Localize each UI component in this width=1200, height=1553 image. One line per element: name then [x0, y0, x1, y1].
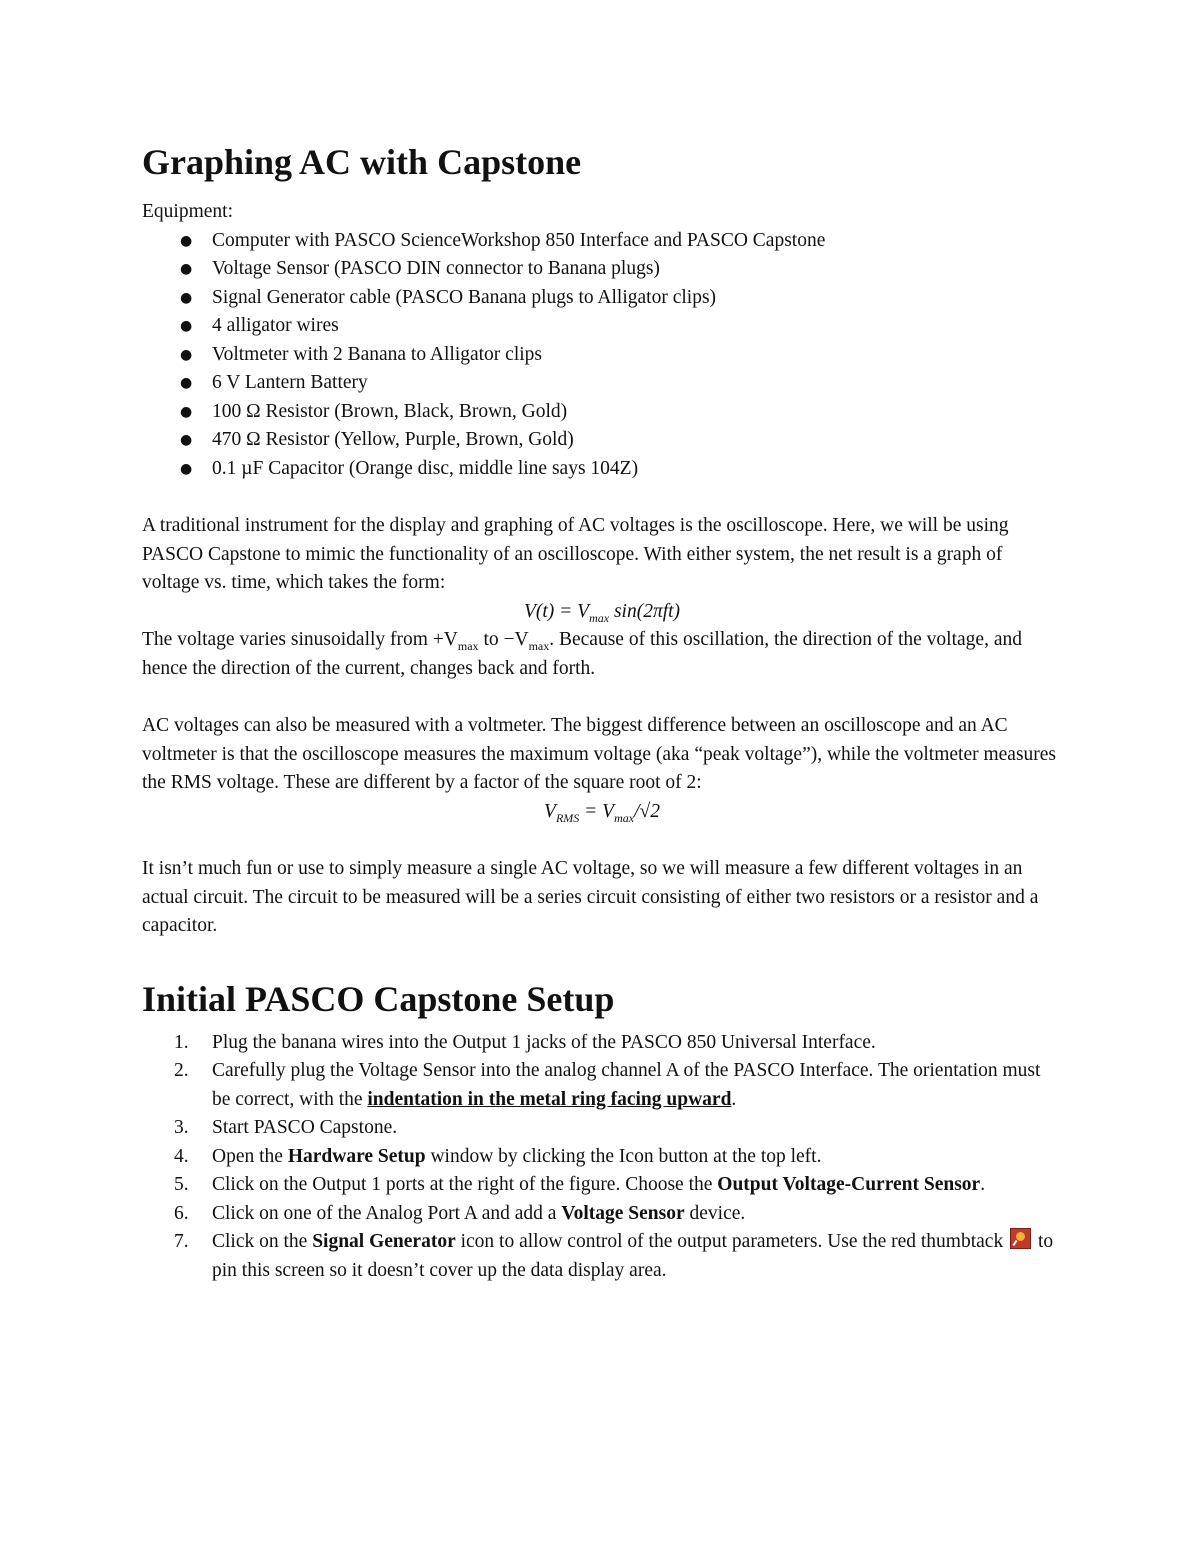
list-item: ● Voltmeter with 2 Banana to Alligator clips: [142, 341, 1062, 370]
list-item: ● Voltage Sensor (PASCO DIN connector to Banana plugs): [142, 255, 1062, 284]
setup-steps-list: [142, 1029, 1062, 1286]
list-item: ● Signal Generator cable (PASCO Banana plugs to Alligator clips): [142, 284, 1062, 313]
bullet-icon: ●: [180, 232, 193, 249]
list-item: 1. Plug the banana wires into the Output 1 jacks of the PASCO 850 Universal Interface.: [174, 1031, 876, 1053]
thumbtack-icon: [1010, 1228, 1031, 1249]
paragraph-circuit: It isn’t much fun or use to simply measure a single AC voltage, so we will measure a few different voltages in an actual circuit. The circuit to be measured will be a series circuit consisting of either two resistors or a resistor and a capacitor.: [142, 858, 1039, 936]
list-item: 5. Click on the Output 1 ports at the right of the figure. Choose the Output Voltage-Current Sensor.: [174, 1174, 986, 1195]
document-page: [142, 140, 1062, 1285]
paragraph-voltmeter: AC voltages can also be measured with a voltmeter. The biggest difference between an oscilloscope and an AC voltmeter is that the oscilloscope measures the maximum voltage (aka “peak voltage”), while the voltmeter measures the RMS voltage. These are different by a factor of the square root of 2:: [142, 715, 1057, 793]
bullet-icon: ●: [180, 375, 193, 391]
bullet-icon: ●: [180, 346, 193, 363]
paragraph-voltage-variation: The voltage varies sinusoidally from $+V_{max}$ to $-V_{max}$. Because of this oscillation, the direction of the voltage, and hence the direction of the current, changes back and forth.: [142, 629, 1022, 679]
bullet-icon: ●: [180, 460, 193, 477]
equipment-list: [142, 227, 1062, 484]
bullet-icon: ●: [180, 403, 193, 420]
bullet-icon: ●: [180, 432, 193, 448]
list-item: 3. Start PASCO Capstone.: [174, 1117, 398, 1138]
list-item: 7. Click on the Signal Generator icon to allow control of the output parameters. Use the red thumbtack to pin this screen so it doesn’t cover up the data display area.: [142, 1228, 1062, 1285]
spacer: [142, 683, 1062, 712]
rms-equation: $V_{RMS} = V_{max}/√2$: [544, 800, 660, 825]
bullet-icon: ●: [180, 261, 193, 277]
list-item: ● 100 Ω Resistor (Brown, Black, Brown, Gold): [142, 398, 1062, 427]
list-item: ● 4 alligator wires: [142, 312, 1062, 341]
sine-equation: $V(t) = V_{max}$ sin(2πft): [523, 600, 681, 625]
list-item: 6. Click on one of the Analog Port A and add a Voltage Sensor device.: [174, 1202, 746, 1224]
list-item: ● 470 Ω Resistor (Yellow, Purple, Brown, Gold): [142, 426, 1062, 455]
emphasis-underline: indentation in the metal ring facing upward: [367, 1088, 732, 1110]
equipment-label: Equipment:: [142, 201, 233, 222]
spacer: [142, 483, 1062, 512]
page-title: Graphing AC with Capstone: [142, 142, 582, 182]
bullet-icon: ●: [180, 318, 193, 334]
paragraph-oscilloscope-intro: A traditional instrument for the display and graphing of AC voltages is the oscilloscope. Here, we will be using PASCO Capstone to mimic the functionality of an oscilloscope. With either system, the net result is a graph of voltage vs. time, which takes the form:: [142, 515, 1009, 593]
list-item: 2. Carefully plug the Voltage Sensor into the analog channel A of the PASCO Interface. The orientation must be correct, with the indentation in the metal ring facing upward.: [174, 1060, 1041, 1110]
list-item: 4. Open the Hardware Setup window by clicking the Icon button at the top left.: [174, 1145, 822, 1167]
bullet-icon: ●: [180, 289, 193, 306]
spacer: [142, 826, 1062, 855]
list-item: ● Computer with PASCO ScienceWorkshop 850 Interface and PASCO Capstone: [142, 227, 1062, 256]
list-item: ● 6 V Lantern Battery: [142, 369, 1062, 398]
section-heading-setup: Initial PASCO Capstone Setup: [142, 978, 615, 1019]
list-item: ● 0.1 µF Capacitor (Orange disc, middle line says 104Z): [142, 455, 1062, 484]
